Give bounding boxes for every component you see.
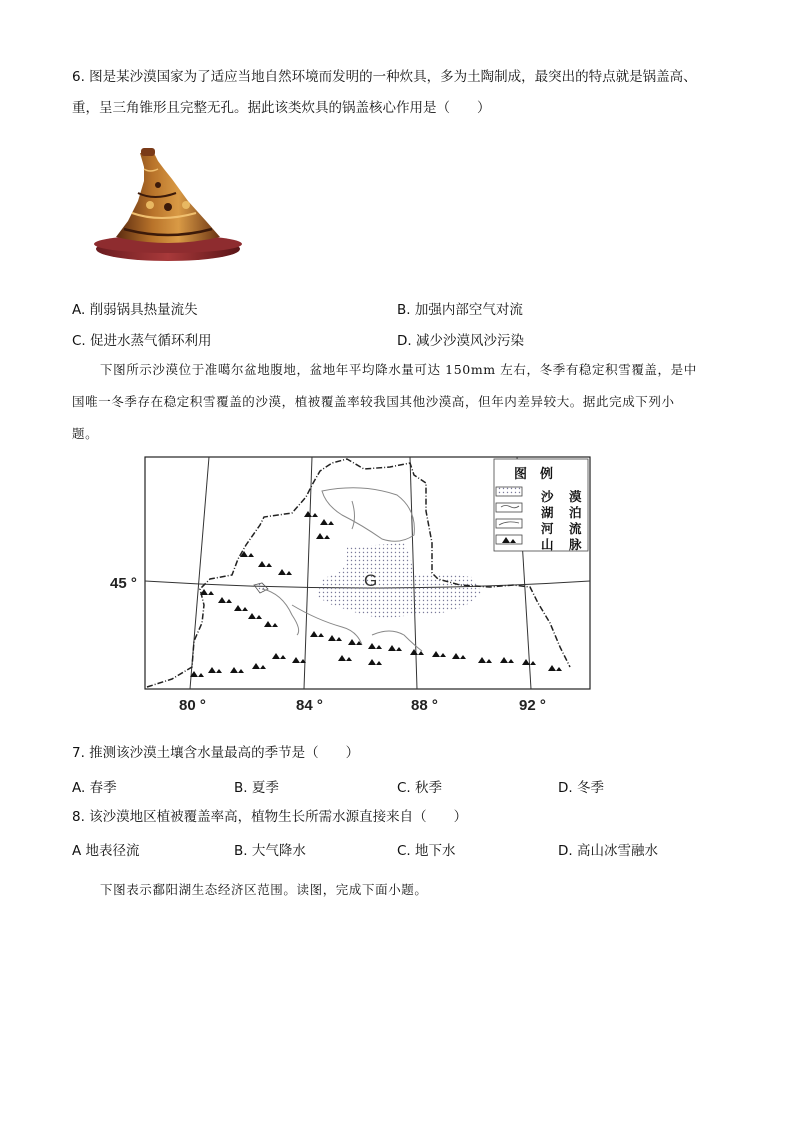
intro2-line1: 下图表示鄱阳湖生态经济区范围。读图，完成下面小题。 <box>100 882 428 897</box>
longitude-label-88: 88 ° <box>411 697 438 714</box>
legend-desert-c1: 沙 <box>541 489 554 504</box>
q7-option-c: C. 秋季 <box>397 780 443 796</box>
legend-desert-c2: 漠 <box>569 489 582 504</box>
map-legend-title: 图 例 <box>514 467 554 482</box>
q6-option-b: B. 加强内部空气对流 <box>397 302 523 318</box>
q6-option-d: D. 减少沙漠风沙污染 <box>397 333 524 349</box>
longitude-label-92: 92 ° <box>519 697 546 714</box>
q6-option-a: A. 削弱锅具热量流失 <box>72 302 198 318</box>
tagine-cookware-image <box>88 145 248 263</box>
legend-river-c1: 河 <box>541 521 554 536</box>
legend-lake-c2: 泊 <box>569 505 582 520</box>
q8-option-d: D. 高山冰雪融水 <box>558 843 658 859</box>
q6-stem-line1: 6. 图是某沙漠国家为了适应当地自然环境而发明的一种炊具，多为土陶制成，最突出的特点就是锅盖高、 <box>72 69 697 85</box>
desert-map <box>142 455 592 695</box>
intro1-line1: 下图所示沙漠位于准噶尔盆地腹地，盆地年平均降水量可达 150mm 左右，冬季有稳定积雪覆盖，是中 <box>100 362 697 377</box>
q7-stem: 7. 推测该沙漠土壤含水量最高的季节是（ ） <box>72 745 360 761</box>
q8-option-a: A 地表径流 <box>72 843 140 859</box>
intro1-line2: 国唯一冬季存在稳定积雪覆盖的沙漠，植被覆盖率较我国其他沙漠高，但年内差异较大。据此完成下列小 <box>72 394 675 409</box>
q6-option-c: C. 促进水蒸气循环利用 <box>72 333 212 349</box>
q7-option-a: A. 春季 <box>72 780 117 796</box>
longitude-label-84: 84 ° <box>296 697 323 714</box>
legend-lake-c1: 湖 <box>541 505 554 520</box>
q8-stem: 8. 该沙漠地区植被覆盖率高，植物生长所需水源直接来自（ ） <box>72 809 468 825</box>
map-point-g: G <box>364 571 378 590</box>
latitude-label-45: 45 ° <box>110 575 137 592</box>
intro1-line3: 题。 <box>72 426 99 441</box>
legend-river-c2: 流 <box>569 521 582 536</box>
map-legend-col1 <box>541 489 554 553</box>
map-legend-col2 <box>569 489 582 553</box>
q6-stem-line2: 重，呈三角锥形且完整无孔。据此该类炊具的锅盖核心作用是（ ） <box>72 100 491 116</box>
q7-option-b: B. 夏季 <box>234 780 279 796</box>
q7-option-d: D. 冬季 <box>558 780 604 796</box>
longitude-label-80: 80 ° <box>179 697 206 714</box>
legend-mountain-c2: 脉 <box>569 537 582 552</box>
q8-option-c: C. 地下水 <box>397 843 456 859</box>
q8-option-b: B. 大气降水 <box>234 843 306 859</box>
legend-mountain-c1: 山 <box>541 537 554 552</box>
